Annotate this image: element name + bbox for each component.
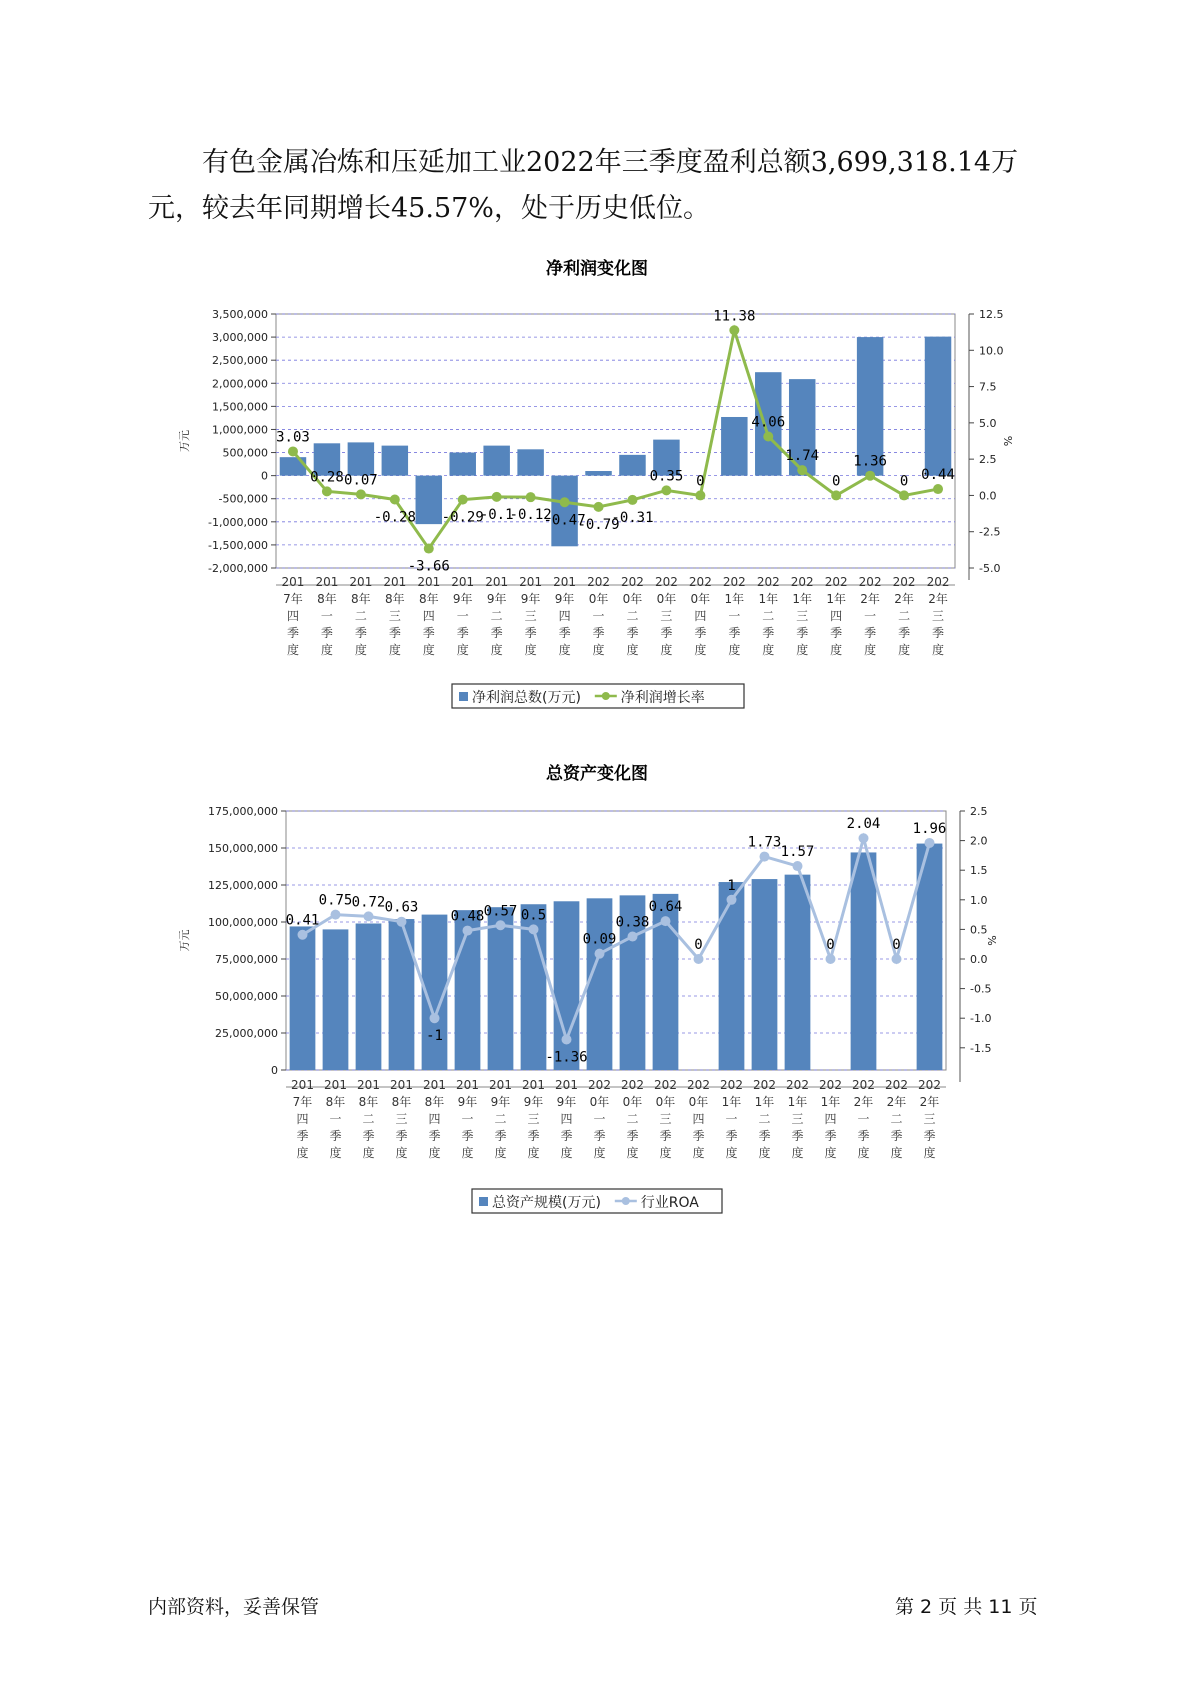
bar	[925, 337, 951, 476]
line-point	[694, 954, 704, 964]
data-label: -0.47	[543, 512, 586, 529]
line-point	[458, 495, 468, 505]
x-tick-label: 202 1年一季度	[720, 1078, 743, 1160]
net-profit-chart	[0, 250, 1191, 720]
line-point	[424, 544, 434, 554]
y-tick-label: 2,000,000	[212, 377, 268, 391]
line-point	[562, 1035, 572, 1045]
bar	[356, 923, 382, 1070]
line-point	[933, 484, 943, 494]
line-point	[831, 490, 841, 500]
x-tick-label: 201 8年四季度	[417, 575, 441, 657]
y-tick-label: 175,000,000	[208, 805, 278, 818]
y2-tick-label: 5.0	[979, 416, 997, 430]
bar	[483, 446, 509, 476]
data-label: -0.79	[577, 516, 620, 533]
y2-axis-label: %	[986, 935, 999, 946]
line-point	[826, 954, 836, 964]
data-label: 1.74	[785, 448, 820, 465]
y2-axis-label: %	[1002, 435, 1015, 447]
y2-tick-label: -5.0	[979, 562, 1001, 575]
x-tick-label: 202 1年二季度	[756, 575, 780, 657]
y2-tick-label: -0.5	[970, 982, 992, 996]
x-tick-label: 202 1年四季度	[819, 1078, 842, 1160]
bar	[488, 907, 514, 1070]
x-tick-label: 201 9年四季度	[555, 1078, 578, 1160]
line-point	[496, 920, 506, 930]
bar	[752, 879, 778, 1070]
x-tick-label: 202 0年一季度	[587, 575, 610, 657]
bar	[719, 882, 745, 1070]
y-axis-label: 万元	[178, 430, 191, 452]
x-tick-label: 201 8年三季度	[390, 1078, 413, 1160]
y2-tick-label: 7.5	[979, 380, 997, 394]
y2-tick-label: 1.5	[970, 864, 988, 878]
chart-title: 总资产变化图	[546, 764, 648, 784]
line-point	[695, 490, 705, 500]
x-tick-label: 201 8年四季度	[423, 1078, 446, 1160]
line-point	[595, 949, 605, 959]
data-label: 0.44	[921, 467, 955, 484]
y2-tick-label: -1.0	[970, 1012, 992, 1026]
bar	[587, 898, 613, 1070]
data-label: 1.73	[747, 834, 782, 851]
chart-title: 净利润变化图	[546, 259, 648, 279]
y2-tick-label: -2.5	[979, 525, 1001, 539]
legend-bar-label: 净利润总数(万元)	[472, 690, 581, 706]
bar	[348, 442, 374, 475]
total-assets-chart	[0, 745, 1191, 1225]
data-label: 0.07	[344, 472, 378, 489]
y-tick-label: -1,500,000	[208, 538, 268, 552]
y-tick-label: 50,000,000	[215, 990, 278, 1003]
x-tick-label: 201 9年三季度	[522, 1078, 545, 1160]
bar	[721, 417, 747, 476]
data-label: 0	[696, 473, 705, 490]
data-label: 0	[899, 473, 909, 490]
data-label: 0.72	[351, 894, 386, 911]
y-tick-label: -1,000,000	[208, 515, 268, 529]
y2-tick-label: 0.0	[970, 953, 988, 966]
bar	[554, 901, 580, 1070]
y-tick-label: 1,500,000	[212, 400, 268, 414]
data-label: 0.75	[318, 892, 353, 909]
legend-line-label: 净利润增长率	[620, 690, 705, 706]
data-label: -0.1	[479, 506, 514, 523]
footer-right: 第 2 页 共 11 页	[895, 1596, 1038, 1618]
bar	[449, 453, 475, 476]
x-tick-label: 202 0年一季度	[588, 1078, 611, 1160]
data-label: -0.29	[441, 509, 484, 526]
data-label: 3.03	[276, 429, 310, 446]
x-tick-label: 201 7年四季度	[291, 1078, 314, 1160]
data-label: 0	[826, 937, 835, 953]
line-point	[661, 916, 671, 926]
y2-tick-label: 2.5	[979, 453, 997, 467]
data-label: 0.41	[285, 912, 320, 929]
y-tick-label: 125,000,000	[208, 879, 278, 892]
data-label: 0.09	[582, 931, 617, 948]
data-label: -1.36	[545, 1049, 588, 1066]
line-point	[390, 494, 400, 504]
y-tick-label: 150,000,000	[208, 842, 278, 855]
x-tick-label: 202 1年二季度	[753, 1078, 776, 1160]
y-tick-label: 75,000,000	[215, 953, 278, 966]
legend-bar-swatch	[459, 692, 468, 701]
line-point	[364, 911, 374, 921]
y2-tick-label: 0.0	[979, 489, 997, 503]
legend-bar-swatch	[479, 1197, 488, 1206]
line-point	[797, 465, 807, 475]
x-tick-label: 201 9年三季度	[519, 575, 543, 657]
data-label: 0.5	[520, 907, 547, 924]
x-tick-label: 202 2年二季度	[885, 1078, 908, 1160]
legend-line-marker	[602, 692, 610, 700]
line-point	[627, 495, 637, 505]
data-label: -0.31	[611, 509, 654, 526]
x-tick-label: 201 9年二季度	[485, 575, 509, 657]
x-tick-label: 201 8年一季度	[315, 575, 339, 657]
x-tick-label: 201 9年四季度	[553, 575, 577, 657]
bar	[280, 457, 306, 475]
bar	[585, 471, 611, 476]
x-tick-label: 202 2年一季度	[858, 575, 882, 657]
bar	[382, 446, 408, 476]
line-point	[356, 489, 366, 499]
data-label: 11.38	[713, 308, 756, 325]
y2-tick-label: 12.5	[979, 308, 1004, 321]
data-label: 0.64	[648, 899, 683, 916]
y-tick-label: -500,000	[218, 492, 268, 506]
y2-tick-label: 1.0	[970, 893, 988, 907]
data-label: 0	[892, 937, 901, 953]
footer-left: 内部资料，妥善保管	[148, 1596, 320, 1618]
data-label: 0.57	[483, 903, 518, 920]
line-point	[865, 471, 875, 481]
bar	[517, 449, 543, 475]
line-point	[526, 492, 536, 502]
bar	[323, 929, 349, 1070]
bar	[389, 919, 415, 1070]
bar	[290, 926, 316, 1070]
x-tick-label: 202 0年四季度	[687, 1078, 710, 1160]
y-tick-label: 3,000,000	[212, 331, 268, 345]
bar	[416, 476, 442, 524]
line-point	[661, 485, 671, 495]
data-label: 0	[831, 473, 841, 490]
y-axis-label: 万元	[178, 929, 191, 952]
line-point	[288, 446, 298, 456]
bar	[851, 852, 877, 1070]
data-label: -3.66	[407, 558, 450, 575]
data-label: 1.36	[853, 453, 887, 470]
line-point	[899, 490, 909, 500]
x-tick-label: 201 8年一季度	[324, 1078, 347, 1160]
line-point	[892, 954, 902, 964]
x-tick-label: 202 1年一季度	[722, 575, 746, 657]
line-point	[760, 852, 770, 862]
x-tick-label: 202 2年一季度	[852, 1078, 875, 1160]
data-label: -0.28	[373, 509, 416, 526]
x-tick-label: 202 2年二季度	[892, 575, 916, 657]
legend-bar-label: 总资产规模(万元)	[492, 1195, 601, 1211]
y-tick-label: 3,500,000	[212, 308, 268, 321]
x-tick-label: 202 2年三季度	[926, 575, 950, 657]
legend-line-marker	[622, 1197, 630, 1205]
data-label: 1.96	[912, 820, 947, 837]
line-point	[322, 486, 332, 496]
x-tick-label: 201 8年二季度	[349, 575, 373, 657]
y-tick-label: 25,000,000	[215, 1027, 278, 1040]
y2-tick-label: 0.5	[970, 923, 988, 937]
x-tick-label: 201 8年三季度	[383, 575, 407, 657]
y2-tick-label: 2.5	[970, 805, 988, 818]
body-paragraph	[148, 140, 1048, 232]
x-tick-label: 201 9年二季度	[489, 1078, 512, 1160]
line-point	[727, 895, 737, 905]
line-point	[430, 1013, 440, 1023]
line-point	[628, 932, 638, 942]
line-point	[594, 502, 604, 512]
x-tick-label: 201 7年四季度	[281, 575, 305, 657]
x-tick-label: 201 9年一季度	[456, 1078, 479, 1160]
line-point	[463, 926, 473, 936]
data-label: 1.57	[780, 844, 815, 861]
x-tick-label: 202 0年三季度	[654, 575, 678, 657]
data-label: 0.48	[450, 908, 485, 925]
line-point	[925, 838, 935, 848]
y-tick-label: 500,000	[222, 446, 268, 460]
data-label: 2.04	[846, 816, 881, 833]
paragraph-line-1: 有色金属冶炼和压延加工业2022年三季度盈利总额3,699,318.14万	[202, 147, 1019, 178]
legend-line-label: 行业ROA	[640, 1195, 699, 1211]
data-label: -0.12	[509, 507, 552, 524]
x-tick-label: 202 0年二季度	[621, 575, 644, 657]
line-point	[763, 432, 773, 442]
bar	[619, 455, 645, 476]
paragraph-line-2: 元，较去年同期增长45.57%，处于历史低位。	[148, 193, 710, 224]
data-label: -1	[426, 1028, 443, 1045]
data-label: 0.63	[384, 899, 419, 916]
line-point	[331, 910, 341, 920]
line-point	[397, 917, 407, 927]
line-point	[560, 497, 570, 507]
data-label: 0.35	[649, 468, 684, 485]
bar	[551, 476, 577, 547]
data-label: 1	[727, 877, 736, 894]
y2-tick-label: 2.0	[970, 834, 988, 848]
line-point	[529, 924, 539, 934]
bar	[785, 875, 811, 1070]
x-tick-label: 202 1年三季度	[786, 1078, 809, 1160]
line-point	[859, 833, 869, 843]
y-tick-label: -2,000,000	[208, 562, 268, 575]
x-tick-label: 202 0年二季度	[621, 1078, 644, 1160]
line-point	[492, 492, 502, 502]
line-point	[793, 861, 803, 871]
x-tick-label: 201 9年一季度	[451, 575, 475, 657]
y-tick-label: 0	[271, 1064, 278, 1077]
x-tick-label: 202 2年三季度	[918, 1078, 941, 1160]
x-tick-label: 202 1年三季度	[790, 575, 814, 657]
y-tick-label: 2,500,000	[212, 354, 268, 368]
x-tick-label: 202 0年四季度	[688, 575, 712, 657]
data-label: 4.06	[751, 414, 786, 431]
y2-tick-label: 10.0	[979, 344, 1004, 358]
y-tick-label: 100,000,000	[208, 916, 278, 929]
y2-tick-label: -1.5	[970, 1041, 992, 1055]
data-label: 0.28	[310, 469, 344, 486]
x-tick-label: 201 8年二季度	[357, 1078, 380, 1160]
x-tick-label: 202 0年三季度	[654, 1078, 677, 1160]
y-tick-label: 1,000,000	[212, 423, 268, 437]
y-tick-label: 0	[261, 469, 268, 483]
x-tick-label: 202 1年四季度	[824, 575, 848, 657]
line-point	[729, 325, 739, 335]
line-point	[298, 930, 308, 940]
data-label: 0.38	[615, 914, 650, 931]
data-label: 0	[694, 937, 703, 953]
